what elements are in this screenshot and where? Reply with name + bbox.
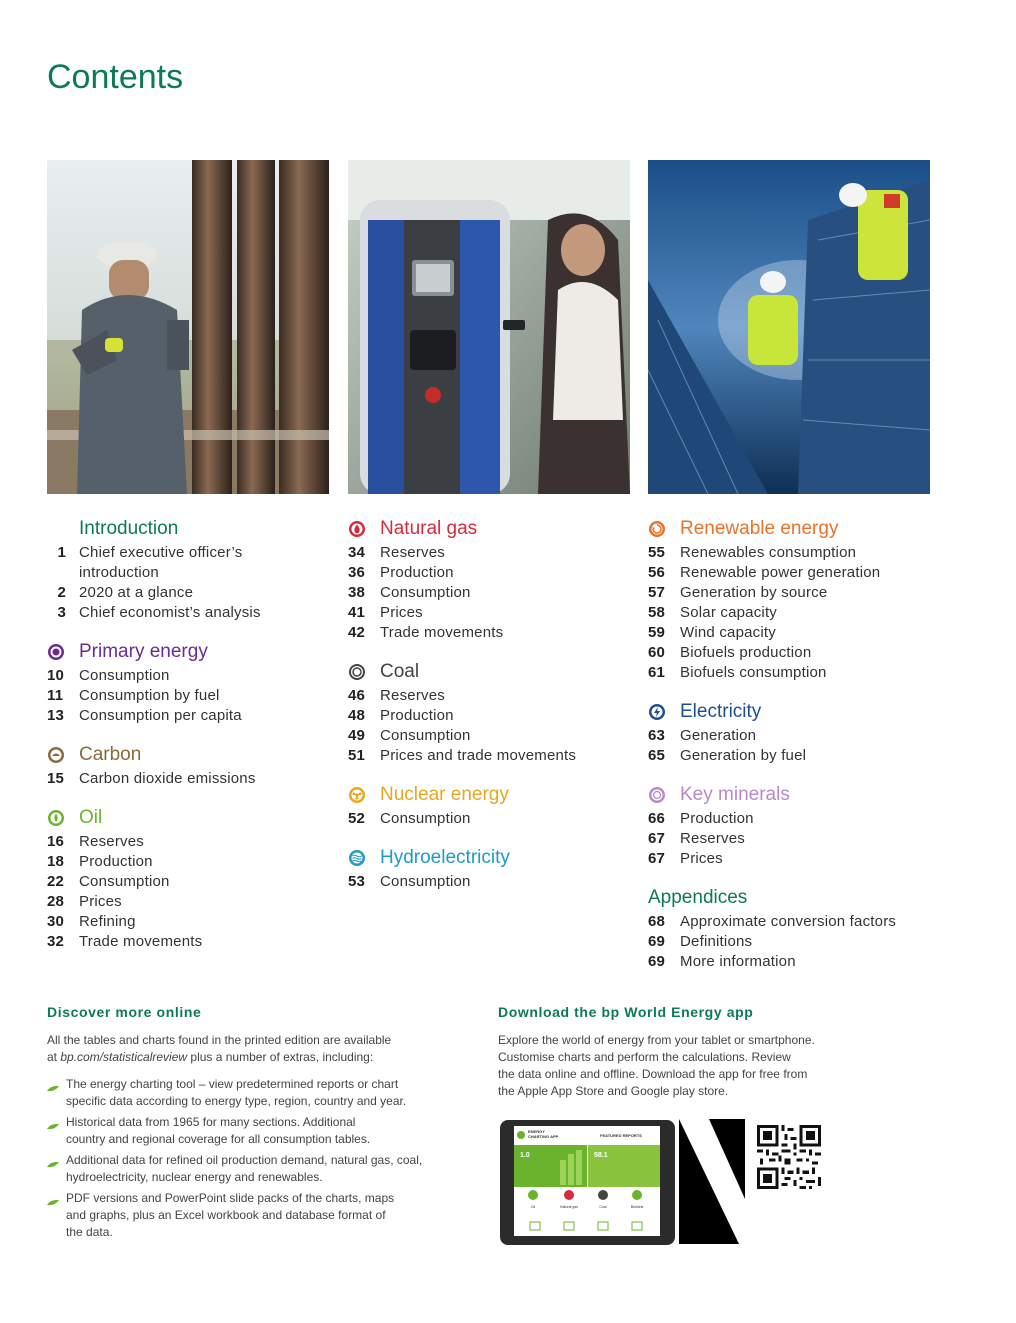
app-tablet-image: [500, 1120, 675, 1245]
entry-label: Trade movements: [380, 624, 504, 641]
toc-entry[interactable]: [648, 932, 938, 952]
section-introduction: [47, 516, 337, 623]
download-description: [498, 1032, 878, 1100]
tablet-featured: FEATURED REPORTS: [600, 1133, 642, 1138]
section-coal: [348, 659, 638, 766]
description-line: Explore the world of energy from your tablet or smartphone.: [498, 1033, 815, 1047]
section-heading-natural-gas[interactable]: [348, 516, 638, 542]
entry-label: Solar capacity: [680, 604, 778, 621]
entry-label: Production: [380, 564, 454, 581]
entry-label: Generation: [680, 727, 757, 744]
toc-entry[interactable]: [47, 563, 337, 583]
toc-entry[interactable]: [47, 872, 337, 892]
entry-label: Renewable power generation: [680, 564, 881, 581]
bullet-line: specific data according to energy type, region, country and year.: [66, 1094, 407, 1108]
discover-intro-prefix: at: [47, 1050, 61, 1064]
section-title: Carbon: [79, 744, 142, 765]
page-number: 30: [47, 913, 65, 930]
toc-entry[interactable]: [648, 623, 938, 643]
nuclear-icon: [348, 786, 366, 804]
toc-entry[interactable]: [648, 643, 938, 663]
description-line: the data online and offline. Download the app for free from: [498, 1067, 808, 1081]
page-number: 2: [57, 584, 66, 601]
leaf-bullet-icon: [47, 1194, 59, 1201]
toc-entry[interactable]: [648, 663, 938, 683]
app-store-badge-placeholder[interactable]: [679, 1119, 745, 1244]
page-number: 48: [348, 707, 366, 724]
section-renewable-energy: [648, 516, 938, 683]
page-number: 63: [648, 727, 666, 744]
section-heading-coal[interactable]: [348, 659, 638, 685]
toc-entry[interactable]: [348, 809, 638, 829]
toc-entry[interactable]: [648, 563, 938, 583]
section-heading-carbon[interactable]: [47, 742, 337, 768]
section-title: Electricity: [680, 701, 762, 722]
page-number: 65: [648, 747, 666, 764]
discover-more-online: [47, 1004, 467, 1245]
entry-label: Reserves: [680, 830, 745, 847]
entry-label: More information: [680, 953, 796, 970]
toc-entry[interactable]: [47, 686, 337, 706]
page-number: 59: [648, 624, 666, 641]
ev-charger-photo: [348, 160, 630, 494]
page-title: Contents: [47, 58, 184, 96]
section-heading-introduction[interactable]: [47, 516, 337, 542]
minerals-icon: [648, 786, 666, 804]
qr-code-icon[interactable]: [757, 1125, 821, 1189]
tablet-app-name-1: ENERGY: [528, 1129, 545, 1134]
section-oil: [47, 805, 337, 952]
page-number: 28: [47, 893, 65, 910]
entry-label: Consumption: [380, 873, 471, 890]
page-number: 57: [648, 584, 666, 601]
entry-label: Consumption by fuel: [79, 687, 220, 704]
section-heading-hydroelectricity[interactable]: [348, 845, 638, 871]
toc-entry[interactable]: [47, 892, 337, 912]
entry-label: Production: [79, 853, 153, 870]
page-number: [47, 563, 79, 583]
section-title: Introduction: [79, 518, 179, 539]
toc-entry[interactable]: [348, 706, 638, 726]
section-appendices: [648, 885, 938, 972]
page-number: 11: [47, 687, 64, 704]
page-number: 41: [348, 604, 366, 621]
toc-entry[interactable]: [648, 726, 938, 746]
toc-entry[interactable]: [648, 912, 938, 932]
section-heading-renewable-energy[interactable]: [648, 516, 938, 542]
tablet-fuel-label: Oil: [530, 1205, 536, 1209]
entry-label: Refining: [79, 913, 136, 930]
page-number: 69: [648, 933, 666, 950]
bullet-line: The energy charting tool – view predetermined reports or chart: [66, 1077, 399, 1091]
renewable-icon: [648, 520, 666, 538]
toc-entry[interactable]: [348, 872, 638, 892]
page-number: 13: [47, 707, 65, 724]
page-number: 34: [348, 544, 366, 561]
page-number: 67: [648, 850, 666, 867]
section-title: Coal: [380, 661, 420, 682]
list-item: [47, 1190, 467, 1241]
list-item: [47, 1152, 467, 1186]
bullet-line: PDF versions and PowerPoint slide packs of the charts, maps: [66, 1191, 395, 1205]
page-number: 15: [47, 770, 65, 787]
section-nuclear-energy: [348, 782, 638, 829]
toc-entry[interactable]: [348, 603, 638, 623]
section-primary-energy: [47, 639, 337, 726]
toc-entry[interactable]: [348, 563, 638, 583]
page-number: 61: [648, 664, 666, 681]
page-number: 38: [348, 584, 366, 601]
entry-label: Wind capacity: [680, 624, 776, 641]
section-heading-electricity[interactable]: [648, 699, 938, 725]
page-number: 51: [348, 747, 366, 764]
toc-entry[interactable]: [648, 849, 938, 869]
entry-label: Biofuels production: [680, 644, 812, 661]
coal-icon: [348, 663, 366, 681]
entry-label: Reserves: [380, 544, 445, 561]
flame-icon: [348, 520, 366, 538]
discover-intro-suffix: plus a number of extras, including:: [187, 1050, 374, 1064]
page-number: 60: [648, 644, 666, 661]
section-title: Hydroelectricity: [380, 847, 510, 868]
contents-column-1: [47, 516, 337, 968]
section-heading-primary-energy[interactable]: [47, 639, 337, 665]
section-heading-oil[interactable]: [47, 805, 337, 831]
water-wave-icon: [348, 849, 366, 867]
section-title: Oil: [79, 807, 103, 828]
entry-label: Consumption: [380, 584, 471, 601]
list-item: [47, 1114, 467, 1148]
page-number: 49: [348, 727, 366, 744]
tablet-fuel-label: Natural gas: [560, 1205, 578, 1209]
section-title: Appendices: [648, 887, 748, 908]
toc-entry[interactable]: [348, 746, 638, 766]
toc-entry[interactable]: [47, 706, 337, 726]
entry-label: Consumption: [79, 667, 170, 684]
entry-label: 2020 at a glance: [79, 584, 194, 601]
page-number: 42: [348, 624, 366, 641]
toc-entry[interactable]: [47, 912, 337, 932]
entry-label: Prices: [680, 850, 723, 867]
tablet-fuel-label: Coal: [599, 1205, 607, 1209]
entry-label: Consumption: [79, 873, 170, 890]
section-title: Nuclear energy: [380, 784, 509, 805]
contents-column-3: [648, 516, 938, 988]
extras-list: [47, 1076, 467, 1241]
entry-label: Consumption: [380, 810, 471, 827]
page-number: 1: [57, 544, 66, 561]
contents-column-2: [348, 516, 638, 908]
page-number: 68: [648, 913, 666, 930]
toc-entry[interactable]: [348, 623, 638, 643]
tablet-stat-1: 1.0: [520, 1152, 530, 1159]
toc-entry[interactable]: [47, 603, 337, 623]
page-number: 67: [648, 830, 666, 847]
carbon-icon: [47, 746, 65, 764]
description-line: Customise charts and perform the calculations. Review: [498, 1050, 791, 1064]
section-hydroelectricity: [348, 845, 638, 892]
tablet-stat-2: 58.1: [594, 1152, 608, 1159]
entry-label: Renewables consumption: [680, 544, 857, 561]
bullet-line: and graphs, plus an Excel workbook and database format of: [66, 1208, 386, 1222]
entry-label: Trade movements: [79, 933, 203, 950]
page-number: 69: [648, 953, 666, 970]
page-number: 22: [47, 873, 65, 890]
tablet-app-name-2: CHARTING APP: [528, 1134, 559, 1139]
tablet-fuel-label: Biofuels: [630, 1205, 644, 1209]
entry-label: Carbon dioxide emissions: [79, 770, 256, 787]
toc-entry[interactable]: [648, 583, 938, 603]
entry-label: introduction: [79, 564, 159, 581]
toc-entry[interactable]: [47, 666, 337, 686]
leaf-bullet-icon: [47, 1156, 59, 1163]
discover-intro-line-1: All the tables and charts found in the printed edition are available: [47, 1033, 392, 1047]
toc-entry[interactable]: [648, 809, 938, 829]
entry-label: Generation by fuel: [680, 747, 807, 764]
toc-entry[interactable]: [348, 686, 638, 706]
page-number: 16: [47, 833, 65, 850]
download-app: [498, 1004, 878, 1100]
section-title: Primary energy: [79, 641, 208, 662]
page-number: 66: [648, 810, 666, 827]
entry-label: Prices: [79, 893, 122, 910]
entry-label: Production: [380, 707, 454, 724]
page-number: 53: [348, 873, 366, 890]
description-line: the Apple App Store and Google play store.: [498, 1084, 729, 1098]
toc-entry[interactable]: [648, 603, 938, 623]
leaf-bullet-icon: [47, 1118, 59, 1125]
entry-label: Biofuels consumption: [680, 664, 827, 681]
page-number: 32: [47, 933, 65, 950]
discover-heading: Discover more online: [47, 1004, 202, 1020]
toc-entry[interactable]: [47, 583, 337, 603]
toc-entry[interactable]: [47, 543, 337, 563]
bullet-line: Additional data for refined oil production demand, natural gas, coal,: [66, 1153, 423, 1167]
oil-drop-icon: [47, 809, 65, 827]
bullet-line: country and regional coverage for all consumption tables.: [66, 1132, 371, 1146]
entry-label: Reserves: [79, 833, 144, 850]
oil-worker-photo: [47, 160, 329, 494]
section-carbon: [47, 742, 337, 789]
bullet-line: Historical data from 1965 for many sections. Additional: [66, 1115, 356, 1129]
toc-entry[interactable]: [348, 583, 638, 603]
toc-entry[interactable]: [47, 832, 337, 852]
section-title: Renewable energy: [680, 518, 839, 539]
entry-label: Consumption per capita: [79, 707, 242, 724]
entry-label: Production: [680, 810, 754, 827]
page-number: 52: [348, 810, 366, 827]
entry-label: Prices: [380, 604, 423, 621]
toc-entry[interactable]: [47, 932, 337, 952]
entry-label: Chief economist’s analysis: [79, 604, 261, 621]
toc-entry[interactable]: [648, 543, 938, 563]
discover-intro: [47, 1032, 467, 1066]
page-number: 55: [648, 544, 666, 561]
page-number: 3: [57, 604, 66, 621]
bullet-line: the data.: [66, 1225, 113, 1239]
section-heading-nuclear-energy[interactable]: [348, 782, 638, 808]
entry-label: Prices and trade movements: [380, 747, 577, 764]
primary-energy-icon: [47, 643, 65, 661]
solar-workers-photo: [648, 160, 930, 494]
page-number: 56: [648, 564, 666, 581]
section-electricity: [648, 699, 938, 766]
section-title: Key minerals: [680, 784, 790, 805]
statistical-review-link[interactable]: bp.com/statisticalreview: [60, 1050, 188, 1064]
section-natural-gas: [348, 516, 638, 643]
toc-entry[interactable]: [47, 769, 337, 789]
toc-entry[interactable]: [348, 543, 638, 563]
entry-label: Chief executive officer’s: [79, 544, 243, 561]
leaf-bullet-icon: [47, 1080, 59, 1087]
section-title: Natural gas: [380, 518, 478, 539]
entry-label: Reserves: [380, 687, 445, 704]
page-number: 46: [348, 687, 366, 704]
entry-label: Generation by source: [680, 584, 828, 601]
bullet-line: hydroelectricity, nuclear energy and renewables.: [66, 1170, 323, 1184]
entry-label: Consumption: [380, 727, 471, 744]
toc-entry[interactable]: [648, 829, 938, 849]
list-item: [47, 1076, 467, 1110]
electricity-bolt-icon: [648, 703, 666, 721]
section-heading-key-minerals[interactable]: [648, 782, 938, 808]
page-number: 58: [648, 604, 666, 621]
page-number: 10: [47, 667, 65, 684]
page-number: 18: [47, 853, 65, 870]
entry-label: Approximate conversion factors: [680, 913, 897, 930]
toc-entry[interactable]: [648, 746, 938, 766]
section-key-minerals: [648, 782, 938, 869]
toc-entry[interactable]: [47, 852, 337, 872]
page-number: 36: [348, 564, 366, 581]
toc-entry[interactable]: [648, 952, 938, 972]
download-heading: Download the bp World Energy app: [498, 1004, 754, 1020]
entry-label: Definitions: [680, 933, 753, 950]
toc-entry[interactable]: [348, 726, 638, 746]
section-heading-appendices[interactable]: [648, 885, 938, 911]
